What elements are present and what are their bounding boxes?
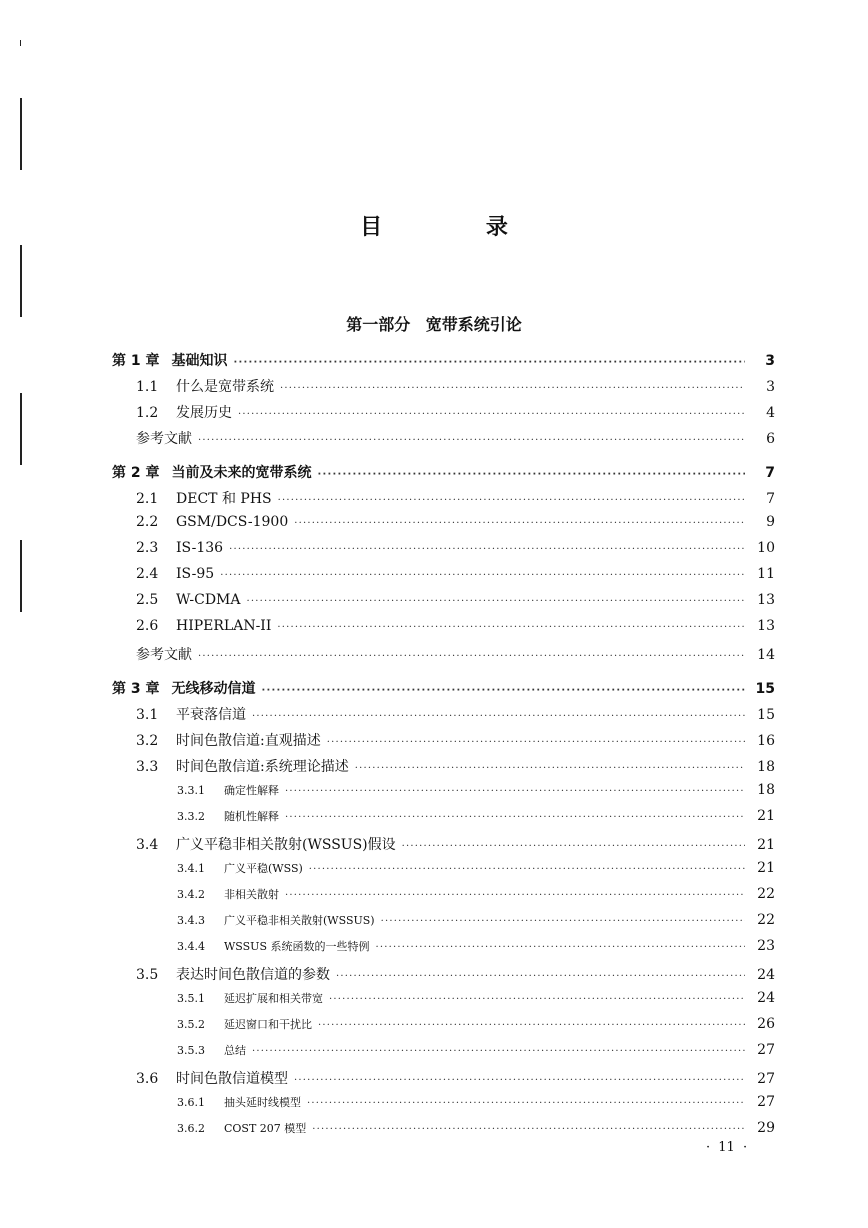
scan-edge-mark bbox=[20, 245, 22, 317]
toc-entry-subsection[interactable] bbox=[177, 886, 775, 902]
toc-title: HIPERLAN-II bbox=[176, 618, 272, 634]
toc-title: IS-136 bbox=[176, 540, 224, 556]
toc-entry-subsection[interactable] bbox=[177, 1094, 775, 1110]
toc-number: 3.4.3 bbox=[177, 914, 205, 927]
toc-title: 平衰落信道 bbox=[176, 707, 246, 723]
toc-title: 抽头延时线模型 bbox=[224, 1096, 301, 1109]
scan-edge-mark bbox=[20, 40, 21, 46]
dot-leader bbox=[381, 917, 745, 927]
dot-leader bbox=[294, 519, 745, 529]
toc-entry-section[interactable] bbox=[136, 402, 775, 422]
toc-entry-section[interactable] bbox=[136, 730, 775, 750]
toc-number: 3.3.2 bbox=[177, 810, 205, 823]
toc-page: 7 bbox=[766, 491, 775, 507]
toc-title: 时间色散信道:直观描述 bbox=[176, 733, 321, 749]
toc-title: 确定性解释 bbox=[224, 784, 279, 797]
toc-number: 2.5 bbox=[136, 592, 159, 608]
dot-leader bbox=[277, 623, 745, 633]
toc-title: 发展历史 bbox=[176, 405, 232, 421]
toc-number: 3.5.1 bbox=[177, 992, 205, 1005]
toc-title: 广义平稳非相关散射(WSSUS) bbox=[224, 914, 375, 927]
toc-title: 什么是宽带系统 bbox=[176, 379, 274, 395]
toc-number: 第 3 章 bbox=[112, 681, 160, 697]
dot-leader bbox=[285, 891, 745, 901]
toc-title: 当前及未来的宽带系统 bbox=[171, 465, 312, 481]
toc-number: 第 1 章 bbox=[112, 353, 160, 369]
dot-leader bbox=[329, 995, 745, 1005]
toc-title: COST 207 模型 bbox=[224, 1122, 307, 1135]
toc-page: 11 bbox=[757, 566, 775, 582]
toc-number: 1.2 bbox=[136, 405, 159, 421]
toc-number: 2.2 bbox=[136, 514, 159, 530]
toc-page: 21 bbox=[757, 808, 775, 824]
toc-title: 参考文献 bbox=[136, 647, 192, 663]
toc-entry-subsection[interactable] bbox=[177, 990, 775, 1006]
toc-number: 3.6.1 bbox=[177, 1096, 205, 1109]
toc-page: 7 bbox=[765, 465, 775, 481]
toc-page: 13 bbox=[757, 618, 775, 634]
dot-leader bbox=[262, 686, 746, 696]
toc-page: 15 bbox=[757, 707, 775, 723]
dot-leader bbox=[309, 865, 745, 875]
page-title: 目 录 bbox=[360, 215, 556, 240]
toc-title: IS-95 bbox=[176, 566, 215, 582]
toc-number: 3.3 bbox=[136, 759, 159, 775]
toc-entry-section[interactable] bbox=[136, 756, 775, 776]
toc-number: 1.1 bbox=[136, 379, 159, 395]
toc-page: 24 bbox=[757, 967, 775, 983]
dot-leader bbox=[307, 1099, 745, 1109]
toc-title: 基础知识 bbox=[171, 353, 228, 369]
toc-title: 时间色散信道:系统理论描述 bbox=[176, 759, 349, 775]
dot-leader bbox=[234, 358, 746, 368]
toc-page: 14 bbox=[757, 647, 775, 663]
toc-title: 随机性解释 bbox=[224, 810, 279, 823]
toc-number: 3.5.2 bbox=[177, 1018, 205, 1031]
toc-page: 27 bbox=[757, 1071, 775, 1087]
toc-page: 27 bbox=[757, 1042, 775, 1058]
toc-number: 3.4.4 bbox=[177, 940, 205, 953]
toc-page: 15 bbox=[755, 681, 775, 697]
toc-entry-section[interactable] bbox=[136, 1068, 775, 1088]
scan-edge-mark bbox=[20, 98, 22, 170]
scan-edge-mark bbox=[20, 540, 22, 612]
toc-entry-section[interactable] bbox=[136, 592, 775, 608]
toc-title: WSSUS 系统函数的一些特例 bbox=[224, 940, 370, 953]
toc-entry-references[interactable] bbox=[136, 428, 775, 448]
toc-page: 18 bbox=[757, 759, 775, 775]
toc-number: 3.3.1 bbox=[177, 784, 205, 797]
dot-leader bbox=[278, 496, 745, 506]
toc-page: 26 bbox=[757, 1016, 775, 1032]
toc-page: 9 bbox=[766, 514, 775, 530]
toc-entry-subsection[interactable] bbox=[177, 1016, 775, 1032]
toc-title: 时间色散信道模型 bbox=[176, 1071, 288, 1087]
toc-number: 3.4.2 bbox=[177, 888, 205, 901]
toc-title: GSM/DCS-1900 bbox=[176, 514, 289, 530]
toc-number: 3.4 bbox=[136, 837, 159, 853]
toc-page: 3 bbox=[766, 379, 775, 395]
toc-entry-section[interactable] bbox=[136, 964, 775, 984]
toc-title: 总结 bbox=[224, 1044, 246, 1057]
toc-entry-subsection[interactable] bbox=[177, 1120, 775, 1136]
toc-number: 第 2 章 bbox=[112, 465, 160, 481]
toc-number: 3.4.1 bbox=[177, 862, 205, 875]
part-title: 第一部分 宽带系统引论 bbox=[346, 315, 522, 334]
toc-number: 2.3 bbox=[136, 540, 159, 556]
toc-number: 3.2 bbox=[136, 733, 159, 749]
toc-entry-subsection[interactable] bbox=[177, 860, 775, 876]
toc-page: 21 bbox=[757, 837, 775, 853]
dot-leader bbox=[252, 712, 745, 722]
toc-title: 广义平稳非相关散射(WSSUS)假设 bbox=[176, 837, 396, 853]
toc-entry-subsection[interactable] bbox=[177, 938, 775, 954]
toc-page: 13 bbox=[757, 592, 775, 608]
toc-title: DECT 和 PHS bbox=[176, 491, 272, 507]
toc-title: 参考文献 bbox=[136, 431, 192, 447]
toc-page: 27 bbox=[757, 1094, 775, 1110]
dot-leader bbox=[402, 842, 745, 852]
toc-page: 18 bbox=[757, 782, 775, 798]
toc-page: 24 bbox=[757, 990, 775, 1006]
dot-leader bbox=[220, 571, 745, 581]
toc-page: 16 bbox=[757, 733, 775, 749]
dot-leader bbox=[336, 972, 745, 982]
toc-title: W-CDMA bbox=[176, 592, 241, 608]
toc-number: 3.5.3 bbox=[177, 1044, 205, 1057]
toc-number: 3.6.2 bbox=[177, 1122, 205, 1135]
toc-entry-section[interactable] bbox=[136, 488, 775, 508]
dot-leader bbox=[318, 1021, 745, 1031]
toc-title: 延迟窗口和干扰比 bbox=[224, 1018, 312, 1031]
toc-entry-chapter-2[interactable] bbox=[112, 462, 775, 482]
page-number-footer: · 11 · bbox=[706, 1140, 748, 1155]
toc-entry-section[interactable] bbox=[136, 618, 775, 634]
toc-number: 2.1 bbox=[136, 491, 159, 507]
dot-leader bbox=[198, 652, 745, 662]
toc-entry-section[interactable] bbox=[136, 566, 775, 582]
toc-entry-section[interactable] bbox=[136, 376, 775, 396]
dot-leader bbox=[376, 943, 746, 953]
dot-leader bbox=[198, 436, 745, 446]
toc-entry-section[interactable] bbox=[136, 704, 775, 724]
dot-leader bbox=[285, 787, 745, 797]
toc-page: 23 bbox=[757, 938, 775, 954]
toc-entry-subsection[interactable] bbox=[177, 1042, 775, 1058]
toc-number: 2.4 bbox=[136, 566, 159, 582]
toc-page: 4 bbox=[766, 405, 775, 421]
toc-title: 表达时间色散信道的参数 bbox=[176, 967, 330, 983]
toc-page: 6 bbox=[766, 431, 775, 447]
toc-number: 2.6 bbox=[136, 618, 159, 634]
dot-leader bbox=[318, 470, 746, 480]
dot-leader bbox=[229, 545, 745, 555]
toc-number: 3.1 bbox=[136, 707, 159, 723]
toc-title: 非相关散射 bbox=[224, 888, 279, 901]
toc-entry-references[interactable] bbox=[136, 644, 775, 664]
toc-entry-section[interactable] bbox=[136, 540, 775, 556]
toc-title: 延迟扩展和相关带宽 bbox=[224, 992, 323, 1005]
toc-page: 22 bbox=[757, 912, 775, 928]
toc-entry-chapter-1[interactable] bbox=[112, 350, 775, 370]
dot-leader bbox=[280, 384, 745, 394]
dot-leader bbox=[312, 1125, 745, 1135]
toc-entry-chapter-3[interactable] bbox=[112, 678, 775, 698]
dot-leader bbox=[285, 813, 745, 823]
dot-leader bbox=[327, 738, 745, 748]
toc-entry-subsection[interactable] bbox=[177, 912, 775, 928]
toc-entry-section[interactable] bbox=[136, 834, 775, 854]
dot-leader bbox=[246, 597, 745, 607]
toc-number: 3.6 bbox=[136, 1071, 159, 1087]
toc-page: 10 bbox=[757, 540, 775, 556]
dot-leader bbox=[238, 410, 745, 420]
dot-leader bbox=[252, 1047, 745, 1057]
dot-leader bbox=[355, 764, 745, 774]
toc-entry-subsection[interactable] bbox=[177, 808, 775, 824]
dot-leader bbox=[294, 1076, 745, 1086]
toc-number: 3.5 bbox=[136, 967, 159, 983]
scan-edge-mark bbox=[20, 393, 22, 465]
toc-page: 22 bbox=[757, 886, 775, 902]
toc-page: 3 bbox=[765, 353, 775, 369]
toc-page: 29 bbox=[757, 1120, 775, 1136]
toc-entry-subsection[interactable] bbox=[177, 782, 775, 798]
toc-title: 无线移动信道 bbox=[171, 681, 256, 697]
toc-page: 21 bbox=[757, 860, 775, 876]
toc-title: 广义平稳(WSS) bbox=[224, 862, 303, 875]
toc-entry-section[interactable] bbox=[136, 514, 775, 530]
